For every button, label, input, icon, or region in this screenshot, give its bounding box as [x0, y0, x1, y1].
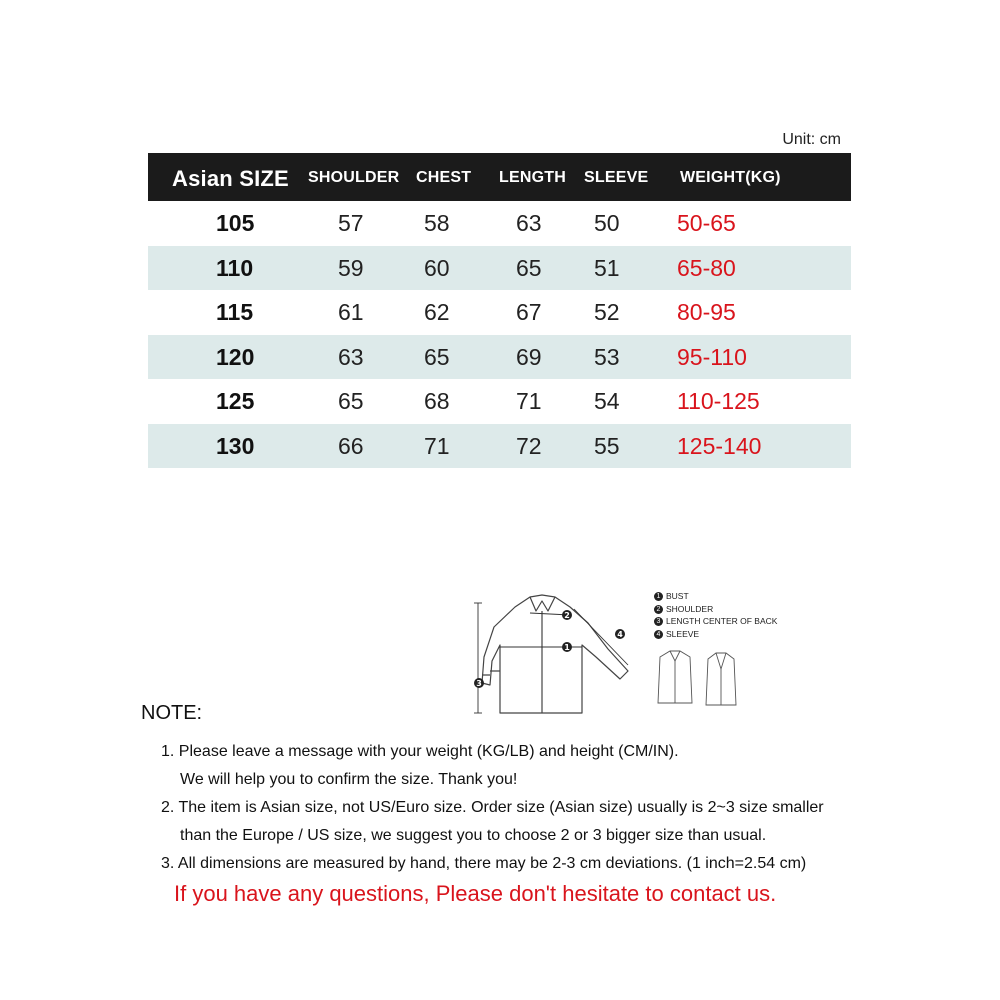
note-line: We will help you to confirm the size. Thank you! — [180, 771, 518, 788]
cell-shoulder: 57 — [338, 210, 364, 236]
note-line: 2. The item is Asian size, not US/Euro size. Order size (Asian size) usually is 2~3 size smaller — [161, 799, 824, 816]
cell-length: 65 — [516, 254, 542, 281]
legend-number: 3 — [654, 617, 663, 626]
unit-label: Unit: cm — [782, 131, 841, 148]
marker-bust-label: 1 — [564, 643, 570, 652]
cell-sleeve: 54 — [594, 388, 620, 414]
cell-size: 105 — [216, 210, 255, 236]
cell-length: 67 — [516, 299, 542, 325]
legend-label: SHOULDER — [666, 603, 714, 614]
cell-sleeve: 52 — [594, 299, 620, 325]
header-weight: WEIGHT(KG) — [680, 169, 781, 186]
table-row — [148, 424, 851, 469]
size-table-header — [148, 153, 851, 201]
legend-label: BUST — [666, 591, 689, 601]
table-row — [148, 335, 851, 380]
marker-sleeve-label: 4 — [617, 630, 623, 639]
cell-chest: 58 — [424, 210, 450, 236]
cell-shoulder: 66 — [338, 432, 364, 459]
legend-item-shoulder — [654, 603, 777, 616]
jacket-thumbnails-icon — [658, 651, 736, 705]
legend-item-sleeve — [654, 628, 777, 641]
table-row — [148, 379, 851, 424]
cell-length: 63 — [516, 210, 542, 236]
marker-length-label: 3 — [476, 679, 482, 688]
legend-number: 1 — [654, 592, 663, 601]
note-line: than the Europe / US size, we suggest you to choose 2 or 3 bigger size than usual. — [180, 827, 767, 844]
cell-chest: 62 — [424, 299, 450, 325]
table-row — [148, 246, 851, 291]
cell-shoulder: 61 — [338, 299, 364, 325]
cell-sleeve: 55 — [594, 432, 620, 459]
shirt-outline-icon — [482, 595, 628, 713]
header-sleeve: SLEEVE — [584, 169, 649, 186]
cell-chest: 65 — [424, 343, 450, 370]
legend-label: LENGTH CENTER OF BACK — [666, 616, 778, 626]
legend-item-bust — [654, 590, 777, 603]
note-title: NOTE: — [141, 702, 203, 724]
header-chest: CHEST — [416, 169, 472, 186]
cell-weight: 50-65 — [677, 210, 736, 236]
cell-chest: 71 — [424, 432, 450, 459]
cell-shoulder: 65 — [338, 388, 364, 414]
cell-weight: 110-125 — [677, 388, 760, 414]
note-line: 3. All dimensions are measured by hand, there may be 2-3 cm deviations. (1 inch=2.54 cm) — [161, 855, 807, 872]
cell-sleeve: 51 — [594, 254, 620, 281]
cell-weight: 65-80 — [677, 254, 736, 281]
cell-chest: 60 — [424, 254, 450, 281]
cell-chest: 68 — [424, 388, 450, 414]
cell-size: 130 — [216, 432, 255, 459]
cell-size: 120 — [216, 343, 255, 370]
table-row — [148, 290, 851, 335]
cell-sleeve: 50 — [594, 210, 620, 236]
legend-item-length — [654, 615, 777, 628]
note-line: 1. Please leave a message with your weight (KG/LB) and height (CM/IN). — [161, 743, 679, 760]
header-length: LENGTH — [499, 169, 566, 186]
header-asian-size: Asian SIZE — [172, 166, 289, 191]
cell-weight: 95-110 — [677, 343, 747, 370]
contact-message: If you have any questions, Please don't hesitate to contact us. — [174, 881, 777, 906]
cell-weight: 80-95 — [677, 299, 736, 325]
legend-number: 2 — [654, 605, 663, 614]
marker-shoulder-label: 2 — [564, 611, 570, 620]
header-shoulder: SHOULDER — [308, 169, 400, 186]
size-table — [148, 153, 851, 468]
cell-length: 72 — [516, 432, 542, 459]
legend-number: 4 — [654, 630, 663, 639]
cell-size: 115 — [216, 299, 254, 325]
cell-length: 71 — [516, 388, 542, 414]
cell-weight: 125-140 — [677, 432, 762, 459]
cell-length: 69 — [516, 343, 542, 370]
diagram-legend — [654, 590, 777, 640]
cell-size: 110 — [216, 254, 254, 281]
note-list — [161, 738, 824, 878]
cell-size: 125 — [216, 388, 255, 414]
table-row — [148, 201, 851, 246]
cell-sleeve: 53 — [594, 343, 620, 370]
cell-shoulder: 63 — [338, 343, 364, 370]
cell-shoulder: 59 — [338, 254, 364, 281]
legend-label: SLEEVE — [666, 628, 700, 639]
